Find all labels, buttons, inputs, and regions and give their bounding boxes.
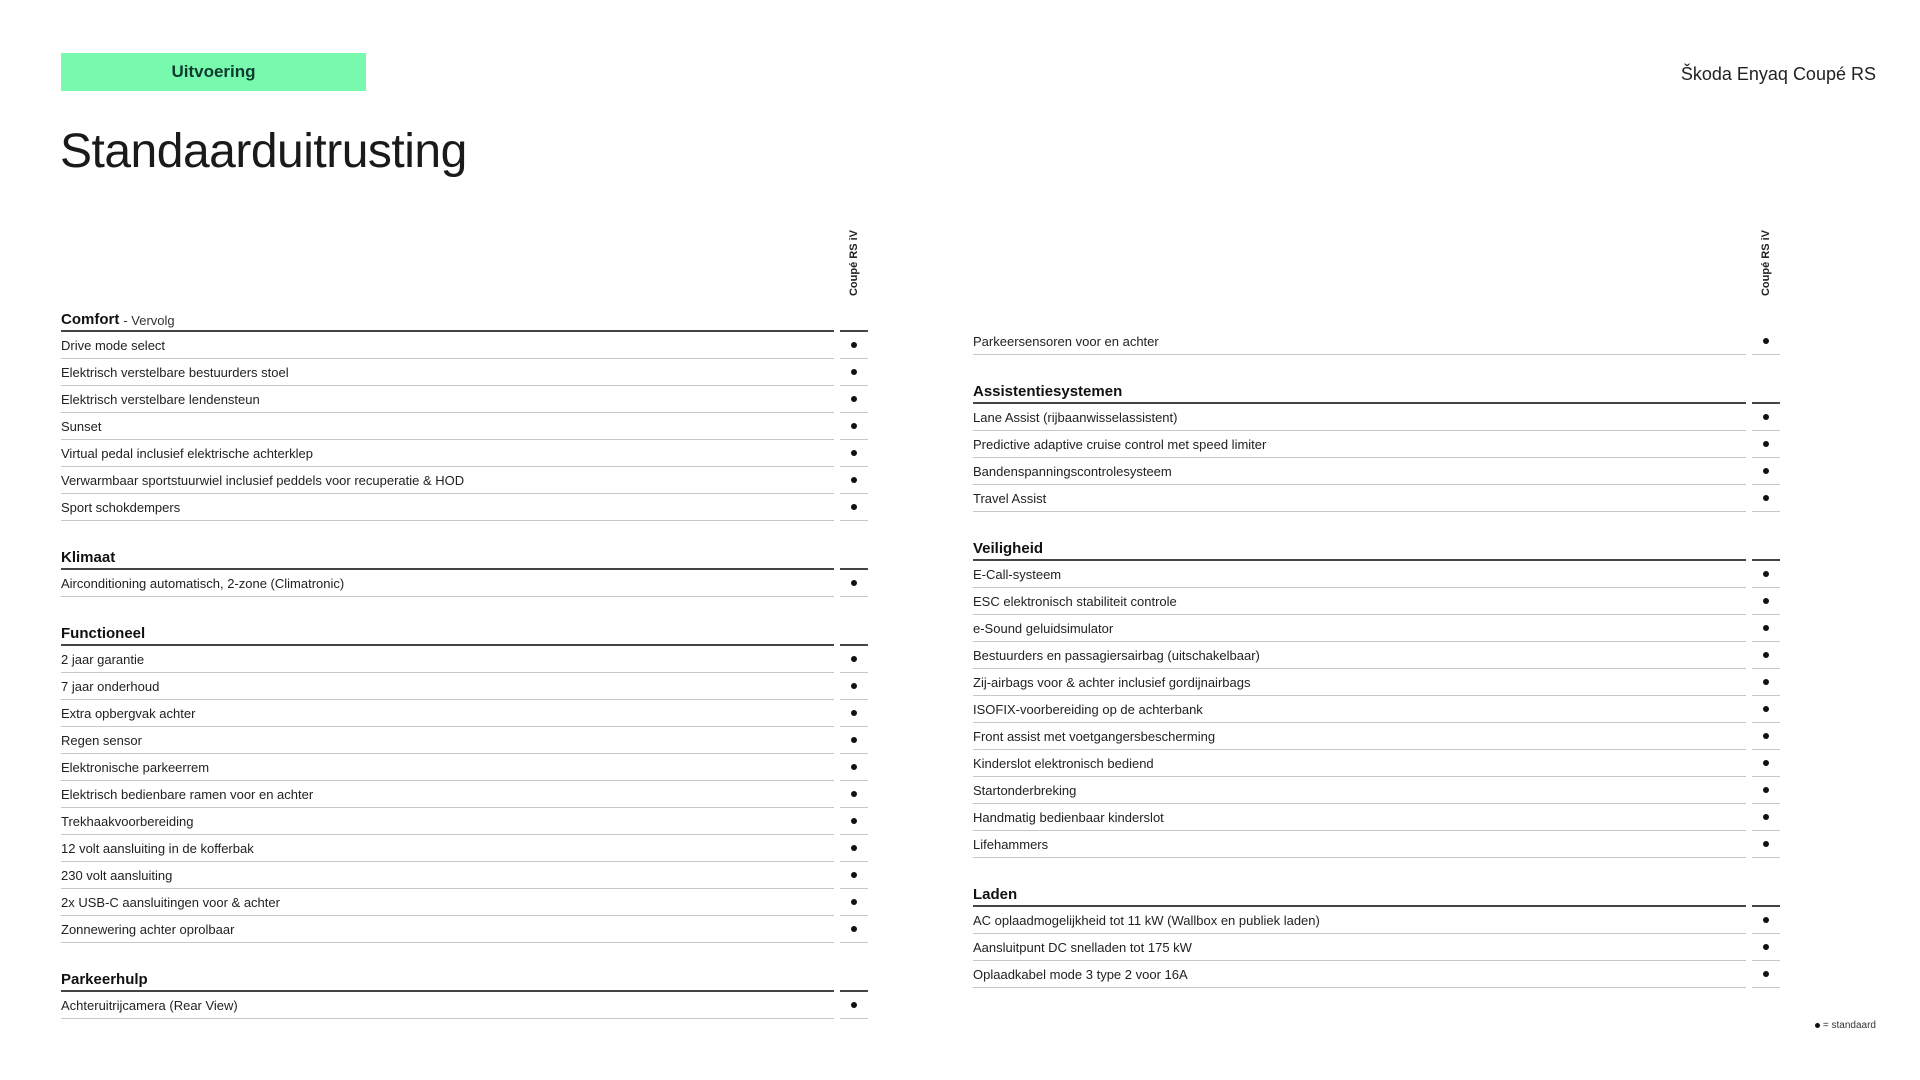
standard-mark	[1752, 750, 1780, 777]
equipment-label: Lifehammers	[973, 831, 1746, 858]
page-title: Standaarduitrusting	[60, 125, 467, 178]
standard-dot-icon	[851, 342, 857, 348]
standard-mark	[840, 440, 868, 467]
equipment-row	[61, 808, 868, 835]
standard-dot-icon	[1763, 652, 1769, 658]
equipment-row	[61, 700, 868, 727]
standard-dot-icon	[1763, 338, 1769, 344]
equipment-row	[973, 907, 1780, 934]
equipment-label: Parkeersensoren voor en achter	[973, 328, 1746, 355]
equipment-section	[61, 624, 868, 943]
section-header	[61, 548, 868, 570]
equipment-section	[973, 328, 1780, 355]
equipment-label: AC oplaadmogelijkheid tot 11 kW (Wallbox en publiek laden)	[973, 907, 1746, 934]
equipment-section	[61, 310, 868, 521]
section-header	[61, 310, 868, 332]
standard-dot-icon	[1763, 814, 1769, 820]
equipment-row	[973, 615, 1780, 642]
standard-dot-icon	[851, 791, 857, 797]
standard-mark	[1752, 831, 1780, 858]
standard-mark	[840, 992, 868, 1019]
standard-mark	[840, 862, 868, 889]
standard-mark	[1752, 696, 1780, 723]
standard-mark	[840, 467, 868, 494]
section-header	[61, 624, 868, 646]
equipment-row	[61, 440, 868, 467]
standard-dot-icon	[1763, 679, 1769, 685]
equipment-row	[61, 413, 868, 440]
standard-mark	[1752, 458, 1780, 485]
standard-mark	[840, 386, 868, 413]
section-header	[973, 885, 1780, 907]
column-header-left: Coupé RS iV	[848, 229, 860, 296]
equipment-row	[973, 561, 1780, 588]
section-title: Klimaat	[61, 549, 116, 566]
equipment-row	[973, 588, 1780, 615]
equipment-label: 12 volt aansluiting in de kofferbak	[61, 835, 834, 862]
equipment-label: 2 jaar garantie	[61, 646, 834, 673]
equipment-label: E-Call-systeem	[973, 561, 1746, 588]
equipment-label: Elektrisch verstelbare bestuurders stoel	[61, 359, 834, 386]
equipment-label: ISOFIX-voorbereiding op de achterbank	[973, 696, 1746, 723]
equipment-row	[973, 804, 1780, 831]
equipment-label: Elektrisch bedienbare ramen voor en achter	[61, 781, 834, 808]
equipment-label: Predictive adaptive cruise control met speed limiter	[973, 431, 1746, 458]
standard-mark	[840, 673, 868, 700]
equipment-label: Sport schokdempers	[61, 494, 834, 521]
standard-mark	[1752, 404, 1780, 431]
equipment-row	[973, 696, 1780, 723]
equipment-row	[61, 992, 868, 1019]
equipment-row	[61, 570, 868, 597]
section-title: Veiligheid	[973, 540, 1044, 557]
standard-mark	[1752, 561, 1780, 588]
standard-dot-icon	[1763, 441, 1769, 447]
equipment-label: ESC elektronisch stabiliteit controle	[973, 588, 1746, 615]
equipment-row	[973, 328, 1780, 355]
standard-dot-icon	[1763, 841, 1769, 847]
section-header	[61, 970, 868, 992]
equipment-label: Drive mode select	[61, 332, 834, 359]
equipment-row	[61, 889, 868, 916]
equipment-label: Oplaadkabel mode 3 type 2 voor 16A	[973, 961, 1746, 988]
standard-dot-icon	[1763, 571, 1769, 577]
equipment-label: Elektrisch verstelbare lendensteun	[61, 386, 834, 413]
equipment-label: Lane Assist (rijbaanwisselassistent)	[973, 404, 1746, 431]
standard-mark	[1752, 615, 1780, 642]
standard-dot-icon	[851, 423, 857, 429]
equipment-label: Sunset	[61, 413, 834, 440]
standard-dot-icon	[851, 764, 857, 770]
standard-dot-icon	[1763, 625, 1769, 631]
equipment-label: Elektronische parkeerrem	[61, 754, 834, 781]
standard-dot-icon	[851, 1002, 857, 1008]
standard-mark	[840, 835, 868, 862]
equipment-row	[973, 777, 1780, 804]
equipment-row	[61, 781, 868, 808]
section-title: Parkeerhulp	[61, 971, 148, 988]
standard-dot-icon	[1815, 1023, 1820, 1028]
standard-dot-icon	[851, 450, 857, 456]
standard-mark	[840, 646, 868, 673]
equipment-row	[973, 723, 1780, 750]
standard-dot-icon	[851, 845, 857, 851]
equipment-row	[973, 642, 1780, 669]
standard-dot-icon	[1763, 787, 1769, 793]
equipment-section	[973, 382, 1780, 512]
section-header	[973, 382, 1780, 404]
standard-mark	[840, 570, 868, 597]
equipment-section	[973, 539, 1780, 858]
equipment-row	[973, 431, 1780, 458]
standard-dot-icon	[1763, 468, 1769, 474]
equipment-section	[973, 885, 1780, 988]
section-title: Laden	[973, 886, 1018, 903]
equipment-row	[61, 359, 868, 386]
standard-mark	[840, 754, 868, 781]
equipment-label: Bandenspanningscontrolesysteem	[973, 458, 1746, 485]
equipment-row	[61, 386, 868, 413]
standard-mark	[1752, 777, 1780, 804]
standard-dot-icon	[1763, 598, 1769, 604]
equipment-row	[973, 458, 1780, 485]
equipment-row	[973, 831, 1780, 858]
equipment-label: Bestuurders en passagiersairbag (uitschakelbaar)	[973, 642, 1746, 669]
equipment-label: Handmatig bedienbaar kinderslot	[973, 804, 1746, 831]
equipment-label: Kinderslot elektronisch bediend	[973, 750, 1746, 777]
standard-mark	[1752, 669, 1780, 696]
equipment-label: Front assist met voetgangersbescherming	[973, 723, 1746, 750]
section-title: Assistentiesystemen	[973, 383, 1123, 400]
equipment-row	[61, 727, 868, 754]
equipment-label: 7 jaar onderhoud	[61, 673, 834, 700]
equipment-label: Aansluitpunt DC snelladen tot 175 kW	[973, 934, 1746, 961]
standard-dot-icon	[851, 737, 857, 743]
legend	[1815, 1020, 1876, 1031]
standard-dot-icon	[1763, 733, 1769, 739]
standard-mark	[1752, 328, 1780, 355]
standard-dot-icon	[851, 899, 857, 905]
standard-mark	[840, 700, 868, 727]
equipment-label: Airconditioning automatisch, 2-zone (Climatronic)	[61, 570, 834, 597]
equipment-row	[61, 494, 868, 521]
standard-mark	[1752, 431, 1780, 458]
equipment-row	[61, 835, 868, 862]
standard-dot-icon	[1763, 706, 1769, 712]
equipment-row	[61, 467, 868, 494]
equipment-row	[973, 669, 1780, 696]
equipment-row	[973, 934, 1780, 961]
equipment-row	[973, 485, 1780, 512]
standard-dot-icon	[851, 710, 857, 716]
equipment-row	[61, 916, 868, 943]
standard-mark	[1752, 723, 1780, 750]
standard-mark	[840, 494, 868, 521]
standard-mark	[840, 332, 868, 359]
section-header	[973, 539, 1780, 561]
equipment-label: Travel Assist	[973, 485, 1746, 512]
equipment-column-right	[973, 310, 1780, 1015]
equipment-label: Zij-airbags voor & achter inclusief gordijnairbags	[973, 669, 1746, 696]
standard-dot-icon	[851, 504, 857, 510]
standard-mark	[840, 727, 868, 754]
standard-dot-icon	[1763, 917, 1769, 923]
standard-mark	[840, 889, 868, 916]
equipment-label: Startonderbreking	[973, 777, 1746, 804]
standard-dot-icon	[851, 369, 857, 375]
standard-mark	[1752, 804, 1780, 831]
equipment-label: Regen sensor	[61, 727, 834, 754]
legend-text: = standaard	[1822, 1020, 1876, 1031]
standard-mark	[1752, 485, 1780, 512]
equipment-row	[61, 673, 868, 700]
equipment-row	[973, 961, 1780, 988]
equipment-row	[61, 646, 868, 673]
model-title: Škoda Enyaq Coupé RS	[1680, 64, 1876, 84]
equipment-label: Zonnewering achter oprolbaar	[61, 916, 834, 943]
standard-dot-icon	[1763, 495, 1769, 501]
standard-dot-icon	[851, 580, 857, 586]
equipment-row	[61, 332, 868, 359]
standard-dot-icon	[851, 656, 857, 662]
equipment-label: e-Sound geluidsimulator	[973, 615, 1746, 642]
equipment-row	[973, 750, 1780, 777]
equipment-label: Virtual pedal inclusief elektrische achterklep	[61, 440, 834, 467]
equipment-label: Extra opbergvak achter	[61, 700, 834, 727]
standard-dot-icon	[1763, 414, 1769, 420]
equipment-label: Achteruitrijcamera (Rear View)	[61, 992, 834, 1019]
section-subtitle: - Vervolg	[123, 313, 175, 328]
standard-mark	[1752, 961, 1780, 988]
standard-mark	[1752, 642, 1780, 669]
section-badge: Uitvoering	[61, 53, 366, 91]
standard-dot-icon	[1763, 760, 1769, 766]
standard-dot-icon	[1763, 944, 1769, 950]
equipment-row	[61, 862, 868, 889]
standard-mark	[840, 359, 868, 386]
standard-mark	[840, 781, 868, 808]
standard-dot-icon	[851, 818, 857, 824]
standard-dot-icon	[1763, 971, 1769, 977]
equipment-row	[61, 754, 868, 781]
equipment-row	[973, 404, 1780, 431]
equipment-label: Trekhaakvoorbereiding	[61, 808, 834, 835]
standard-dot-icon	[851, 872, 857, 878]
standard-mark	[840, 916, 868, 943]
column-header-right: Coupé RS iV	[1760, 229, 1772, 296]
section-title: Comfort	[61, 311, 120, 328]
standard-mark	[840, 413, 868, 440]
equipment-label: 2x USB-C aansluitingen voor & achter	[61, 889, 834, 916]
equipment-label: 230 volt aansluiting	[61, 862, 834, 889]
standard-mark	[840, 808, 868, 835]
equipment-section	[61, 548, 868, 597]
standard-mark	[1752, 588, 1780, 615]
standard-dot-icon	[851, 396, 857, 402]
equipment-section	[61, 970, 868, 1019]
standard-dot-icon	[851, 683, 857, 689]
standard-dot-icon	[851, 477, 857, 483]
standard-mark	[1752, 907, 1780, 934]
equipment-label: Verwarmbaar sportstuurwiel inclusief peddels voor recuperatie & HOD	[61, 467, 834, 494]
standard-mark	[1752, 934, 1780, 961]
section-title: Functioneel	[61, 625, 146, 642]
equipment-column-left	[61, 310, 868, 1046]
standard-dot-icon	[851, 926, 857, 932]
